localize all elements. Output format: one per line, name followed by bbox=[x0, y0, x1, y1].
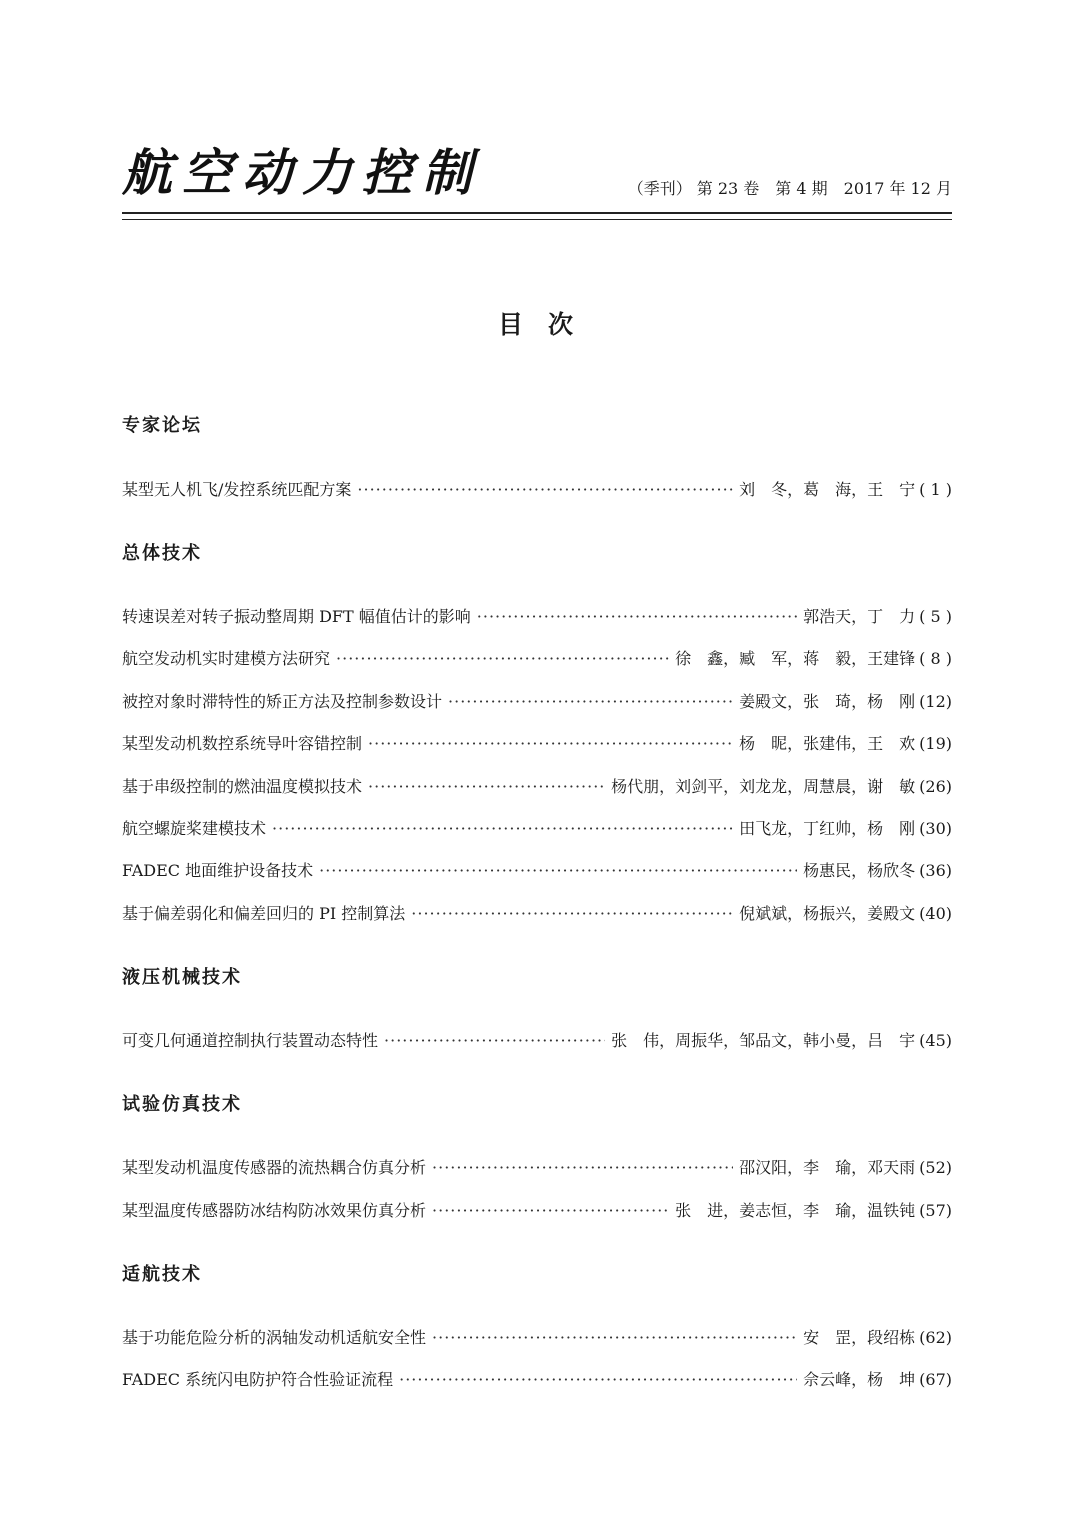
toc-entry[interactable] bbox=[122, 1155, 952, 1181]
leader-dots bbox=[411, 901, 733, 927]
entry-page: (36) bbox=[919, 861, 952, 880]
toc-entry[interactable] bbox=[122, 1028, 952, 1054]
leader-dots bbox=[432, 1325, 797, 1351]
entry-page: (67) bbox=[919, 1370, 952, 1389]
journal-title: 航空动力控制 bbox=[122, 143, 482, 202]
toc-entry[interactable] bbox=[122, 1198, 952, 1224]
leader-dots bbox=[384, 1028, 605, 1054]
leader-dots bbox=[399, 1367, 797, 1393]
entry-title: 某型无人机飞/发控系统匹配方案 bbox=[122, 480, 352, 499]
leader-dots bbox=[432, 1155, 733, 1181]
entry-authors: 张 伟，周振华，邹品文，韩小曼，吕 宇 bbox=[611, 1031, 916, 1050]
entry-page: (52) bbox=[919, 1158, 952, 1177]
toc-entry[interactable] bbox=[122, 646, 952, 672]
entry-authors: 张 进，姜志恒，李 瑜，温铁钝 bbox=[675, 1201, 916, 1220]
toc-entry[interactable] bbox=[122, 901, 952, 927]
entry-authors: 杨代朋，刘剑平，刘龙龙，周慧晨，谢 敏 bbox=[611, 777, 916, 796]
leader-dots bbox=[448, 689, 733, 715]
header-rule-thin bbox=[122, 219, 952, 220]
entry-page: (12) bbox=[919, 692, 952, 711]
entry-title: FADEC 系统闪电防护符合性验证流程 bbox=[122, 1370, 394, 1389]
toc-entry[interactable] bbox=[122, 816, 952, 842]
leader-dots bbox=[368, 774, 605, 800]
entry-title: 某型发动机温度传感器的流热耦合仿真分析 bbox=[122, 1158, 427, 1177]
entry-authors: 佘云峰，杨 坤 bbox=[803, 1370, 916, 1389]
toc-entry[interactable] bbox=[122, 1325, 952, 1351]
entry-authors: 刘 冬，葛 海，王 宁 bbox=[739, 480, 916, 499]
journal-header bbox=[122, 135, 952, 205]
entry-authors: 郭浩天，丁 力 bbox=[803, 607, 916, 626]
leader-dots bbox=[432, 1198, 669, 1224]
leader-dots bbox=[368, 731, 733, 757]
entry-title: 转速误差对转子振动整周期 DFT 幅值估计的影响 bbox=[122, 607, 471, 626]
entry-page: ( 5 ) bbox=[919, 607, 952, 626]
entry-title: 被控对象时滞特性的矫正方法及控制参数设计 bbox=[122, 692, 443, 711]
entry-title: 某型温度传感器防冰结构防冰效果仿真分析 bbox=[122, 1201, 427, 1220]
leader-dots bbox=[272, 816, 733, 842]
entry-title: 可变几何通道控制执行装置动态特性 bbox=[122, 1031, 379, 1050]
section-heading: 适航技术 bbox=[122, 1264, 202, 1285]
entry-page: (26) bbox=[919, 777, 952, 796]
toc-entry[interactable] bbox=[122, 604, 952, 630]
toc-entry[interactable] bbox=[122, 1367, 952, 1393]
section-heading: 试验仿真技术 bbox=[122, 1094, 242, 1115]
entry-page: (45) bbox=[919, 1031, 952, 1050]
header-rule-thick bbox=[122, 212, 952, 214]
entry-authors: 倪斌斌，杨振兴，姜殿文 bbox=[739, 904, 916, 923]
leader-dots bbox=[336, 646, 669, 672]
toc-entry[interactable] bbox=[122, 477, 952, 503]
entry-authors: 徐 鑫，臧 军，蒋 毅，王建锋 bbox=[675, 649, 916, 668]
entry-page: (57) bbox=[919, 1201, 952, 1220]
toc-entry[interactable] bbox=[122, 731, 952, 757]
toc-entry[interactable] bbox=[122, 858, 952, 884]
entry-title: 基于串级控制的燃油温度模拟技术 bbox=[122, 777, 363, 796]
toc-entry[interactable] bbox=[122, 774, 952, 800]
entry-authors: 姜殿文，张 琦，杨 刚 bbox=[739, 692, 916, 711]
leader-dots bbox=[477, 604, 797, 630]
entry-page: ( 1 ) bbox=[919, 480, 952, 499]
section-heading: 液压机械技术 bbox=[122, 967, 242, 988]
entry-page: (40) bbox=[919, 904, 952, 923]
entry-authors: 邵汉阳，李 瑜，邓天雨 bbox=[739, 1158, 916, 1177]
entry-title: 基于功能危险分析的涡轴发动机适航安全性 bbox=[122, 1328, 427, 1347]
entry-title: 航空螺旋桨建模技术 bbox=[122, 819, 267, 838]
entry-title: FADEC 地面维护设备技术 bbox=[122, 861, 314, 880]
entry-authors: 田飞龙，丁红帅，杨 刚 bbox=[739, 819, 916, 838]
toc-entry[interactable] bbox=[122, 689, 952, 715]
entry-authors: 杨惠民，杨欣冬 bbox=[803, 861, 916, 880]
entry-page: (62) bbox=[919, 1328, 952, 1347]
toc-title: 目 次 bbox=[497, 310, 573, 339]
entry-page: (30) bbox=[919, 819, 952, 838]
leader-dots bbox=[319, 858, 797, 884]
entry-page: ( 8 ) bbox=[919, 649, 952, 668]
entry-title: 航空发动机实时建模方法研究 bbox=[122, 649, 331, 668]
entry-authors: 杨 昵，张建伟，王 欢 bbox=[739, 734, 916, 753]
section-heading: 专家论坛 bbox=[122, 415, 202, 436]
section-heading: 总体技术 bbox=[122, 543, 202, 564]
entry-title: 基于偏差弱化和偏差回归的 PI 控制算法 bbox=[122, 904, 406, 923]
issue-info: （季刊） 第 23 卷 第 4 期 2017 年 12 月 bbox=[627, 179, 952, 198]
entry-authors: 安 罡，段绍栋 bbox=[803, 1328, 916, 1347]
entry-title: 某型发动机数控系统导叶容错控制 bbox=[122, 734, 363, 753]
entry-page: (19) bbox=[919, 734, 952, 753]
leader-dots bbox=[357, 477, 733, 503]
